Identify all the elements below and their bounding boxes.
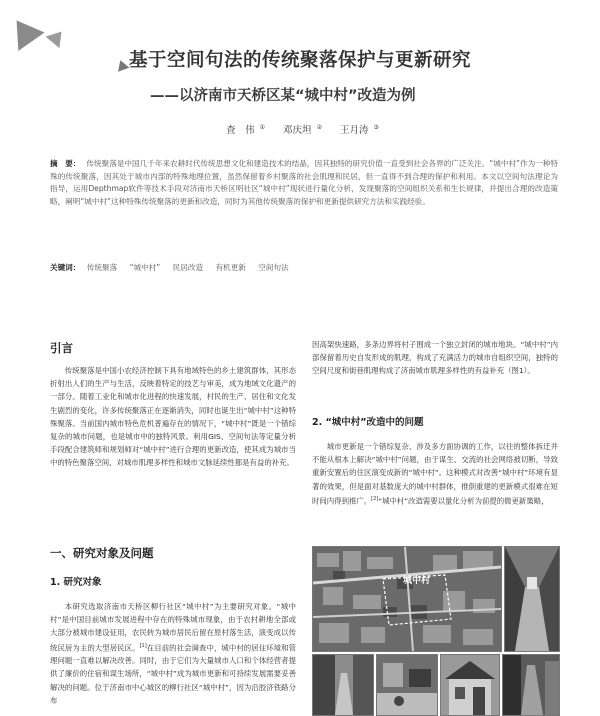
lane-photo <box>502 654 560 716</box>
author: 査 伟 ① <box>226 123 266 136</box>
keyword: 民居改造 <box>172 263 204 272</box>
street-photo <box>504 546 560 652</box>
rightcol-paragraph-mid: 城市更新是一个错综复杂、涉及多方面协调的工作，以往的整体拆迁并不能从根本上解决“城中村”问题，由于谋生、交流的社会网络被切断，导致重新安置后的住区演变成新的“城中村”。这种模式对改善“城中村”环境有显著的效果，但是面对基数庞大的城中村群体，推倒重建的更新模式很难在短时间内得到推广。[2]“城中村”改造需要以量化分析为前提的微更新策略， <box>312 442 558 506</box>
rightcol-paragraph-top: 因高架快速路，多条边界将村子围成一个独立封闭的城市地块。“城中村”内部保留着历史自发形成的肌理，构成了充满活力的城市自组织空间，独特的空间尺度和街巷肌理构成了济南城市肌理多样性的有益补充（图1）。 <box>312 340 558 376</box>
alley-photo <box>312 654 374 716</box>
keyword: “城中村” <box>129 263 161 272</box>
section1-paragraph: 本研究选取济南市天桥区柳行社区“城中村”为主要研究对象。“城中村”是中国目前城市发展进程中存在的特殊城市现象，由于农村耕地全部或大部分被城市建设征用，农民转为城市居民后留在原村落生活，演变成以传统民居为主的大型居民区。[1]在目前的社会调查中，城中村的居住环境和管理问题一直难以解决改善。同时，由于它们为大量城市人口和个体经营者提供了廉价的住宿和谋生场所，“城中村”成为城市更新和可持续发展需要妥善解决的问题。位于济南市中心城区的柳行社区“城中村”，因为沿胶济铁路分布 <box>50 602 296 705</box>
keywords <box>50 262 558 273</box>
keywords-label: 关键词： <box>50 263 81 272</box>
house-photo <box>440 654 500 716</box>
section-heading-1: 一、研究对象及问题 <box>50 546 154 560</box>
abstract-label: 摘 要： <box>50 159 81 168</box>
decorative-triangle <box>46 26 69 48</box>
paper-title: 基于空间句法的传统聚落保护与更新研究 <box>128 50 471 71</box>
author: 邓庆坦 ② <box>283 123 322 136</box>
keyword: 传统聚落 <box>86 263 118 272</box>
paper-subtitle: ——以济南市天桥区某“城中村”改造为例 <box>150 88 416 104</box>
aerial-map-photo <box>312 546 502 652</box>
map-label: 城中村 <box>403 576 431 586</box>
subsection-heading-1-1: 1. 研究对象 <box>50 577 102 588</box>
section-heading-intro: 引言 <box>50 341 73 355</box>
keyword: 有机更新 <box>215 263 246 272</box>
abstract-text: 传统聚落是中国几千年来农耕时代传统思想文化和建造技术的结晶，因其独特的研究价值一直受到社会各界的广泛关注。“城中村”作为一种特殊的传统聚落，因其处于城市内部的特殊地理位置，虽然保留着乡村聚落的社会肌理和民居，但一直得不到合理的保护和利用。本文以空间句法理论为指导，运用Depthmap软件等技术手段对济南市天桥区明社区“城中村”现状进行量化分析，发现聚落的空间组织关系和生长规律，并提出合理的改造策略，阐明“城中村”这种特殊传统聚落的更新和改造，同时为其他传统聚落的保护和更新提供研究方法和实践经验。 <box>50 159 559 206</box>
intro-paragraph: 传统聚落是中国小农经济控制下具有地域特色的乡土建筑群体，其形态折射出人们的生产与生活，反映着特定的技艺与审美，成为地域文化遗产的一部分。随着工业化和城市化进程的快速发展，村民的生产、居住和文化发生剧烈的变化，许多传统聚落正在逐渐消失，同时也诞生出“城中村”这种特殊聚落。当前国内城市特色危机普遍存在的情况下，“城中村”既是一个错综复杂的城市问题，也是城市中的独特风景。利用GIS、空间句法等定量分析手段配合建筑师和规划师对“城中村”进行合理的更新改造，使其成为城市当中的特色聚落空间，对城市肌理多样性和城市文脉延续性都是有益的补充。 <box>50 366 296 468</box>
courtyard-photo <box>376 654 438 716</box>
subsection-heading-1-2: 2. “城中村”改造中的问题 <box>312 417 424 428</box>
author: 王月涛 ③ <box>339 123 379 136</box>
author-list <box>0 122 600 136</box>
abstract <box>50 158 558 208</box>
keyword: 空间句法 <box>258 263 289 272</box>
decorative-triangle <box>3 11 44 51</box>
